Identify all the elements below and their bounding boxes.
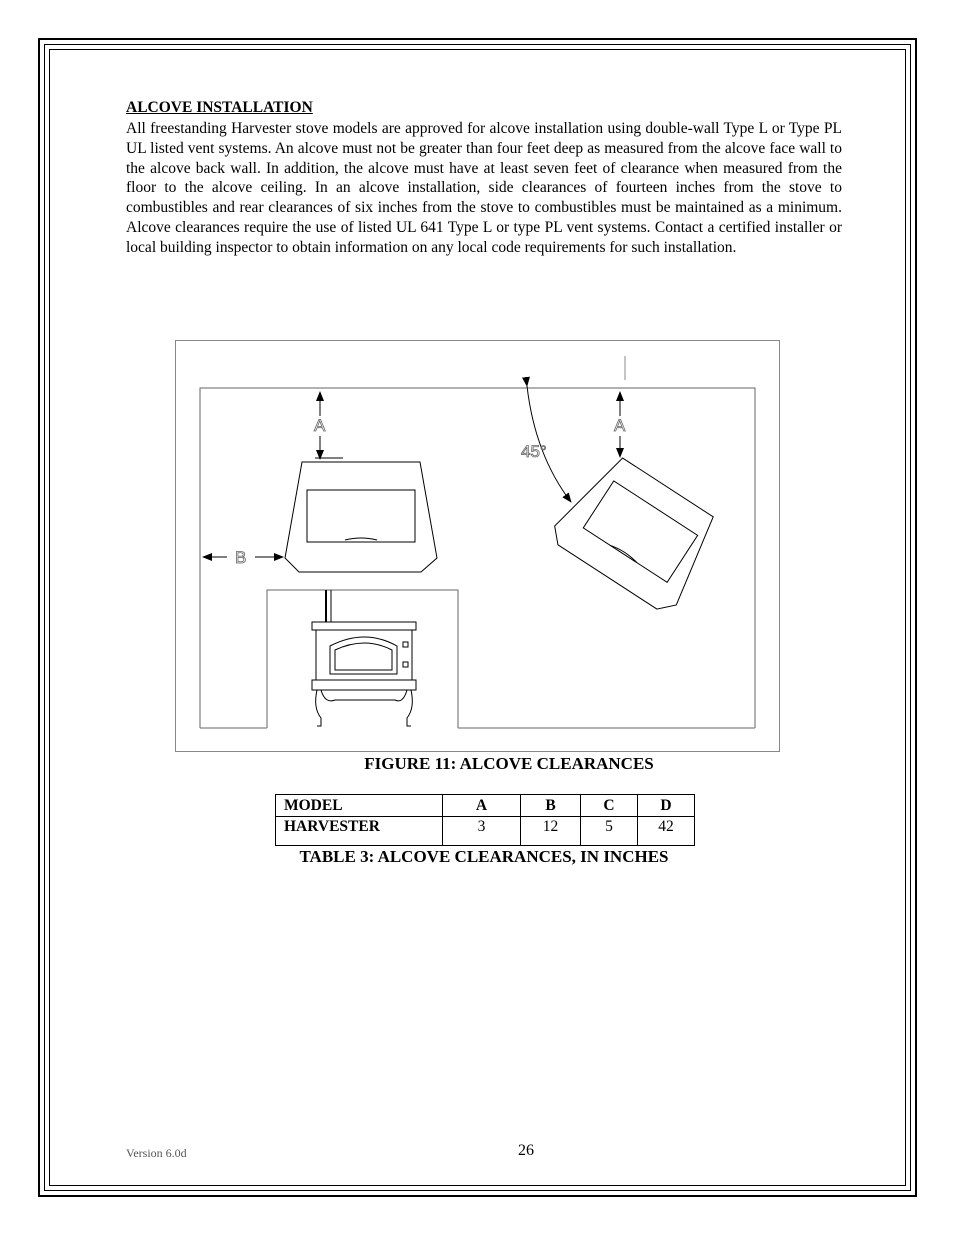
header-c: C <box>581 795 638 817</box>
section-body: All freestanding Harvester stove models are approved for alcove installation using double-wall Type L or Type PL UL listed vent systems. An alcove must not be greater than four feet deep as measured from the alcove face wall to the alcove back wall. In addition, the alcove must have at least seven feet of clearance when measured from the floor to the alcove ceiling. In an alcove installation, side clearances of fourteen inches from the stove to combustibles and rear clearances of six inches from the stove to combustibles must be maintained as a minimum. Alcove clearances require the use of listed UL 641 Type L or type PL vent systems. Contact a certified installer or local building inspector to obtain information on any local code requirements for such installation. <box>126 120 842 256</box>
label-angle-45: 45° <box>521 442 547 461</box>
cell-c: 5 <box>581 817 638 846</box>
header-d: D <box>638 795 695 817</box>
alcove-clearances-table <box>275 794 695 846</box>
section-heading: ALCOVE INSTALLATION <box>126 99 313 116</box>
page-number: 26 <box>518 1142 534 1159</box>
table-caption: TABLE 3: ALCOVE CLEARANCES, IN INCHES <box>299 847 669 866</box>
alcove-clearance-diagram <box>175 340 780 752</box>
table-header-row <box>276 795 695 817</box>
header-b: B <box>521 795 581 817</box>
label-a-right: A <box>614 416 626 435</box>
table-row <box>276 817 695 846</box>
cell-model: HARVESTER <box>276 817 443 846</box>
cell-d: 42 <box>638 817 695 846</box>
front-alcove-outline <box>267 590 458 728</box>
cell-a: 3 <box>443 817 521 846</box>
label-a-left: A <box>314 416 326 435</box>
stove-front-view <box>312 590 416 726</box>
diagram-frame <box>176 341 780 752</box>
stove-top-view-corner <box>547 447 727 617</box>
cell-b: 12 <box>521 817 581 846</box>
alcove-walls <box>200 388 755 728</box>
stove-top-view-left <box>285 458 437 572</box>
header-model: MODEL <box>276 795 443 817</box>
label-b: B <box>235 548 247 567</box>
figure-caption: FIGURE 11: ALCOVE CLEARANCES <box>364 754 654 773</box>
footer-version: Version 6.0d <box>126 1146 187 1160</box>
header-a: A <box>443 795 521 817</box>
